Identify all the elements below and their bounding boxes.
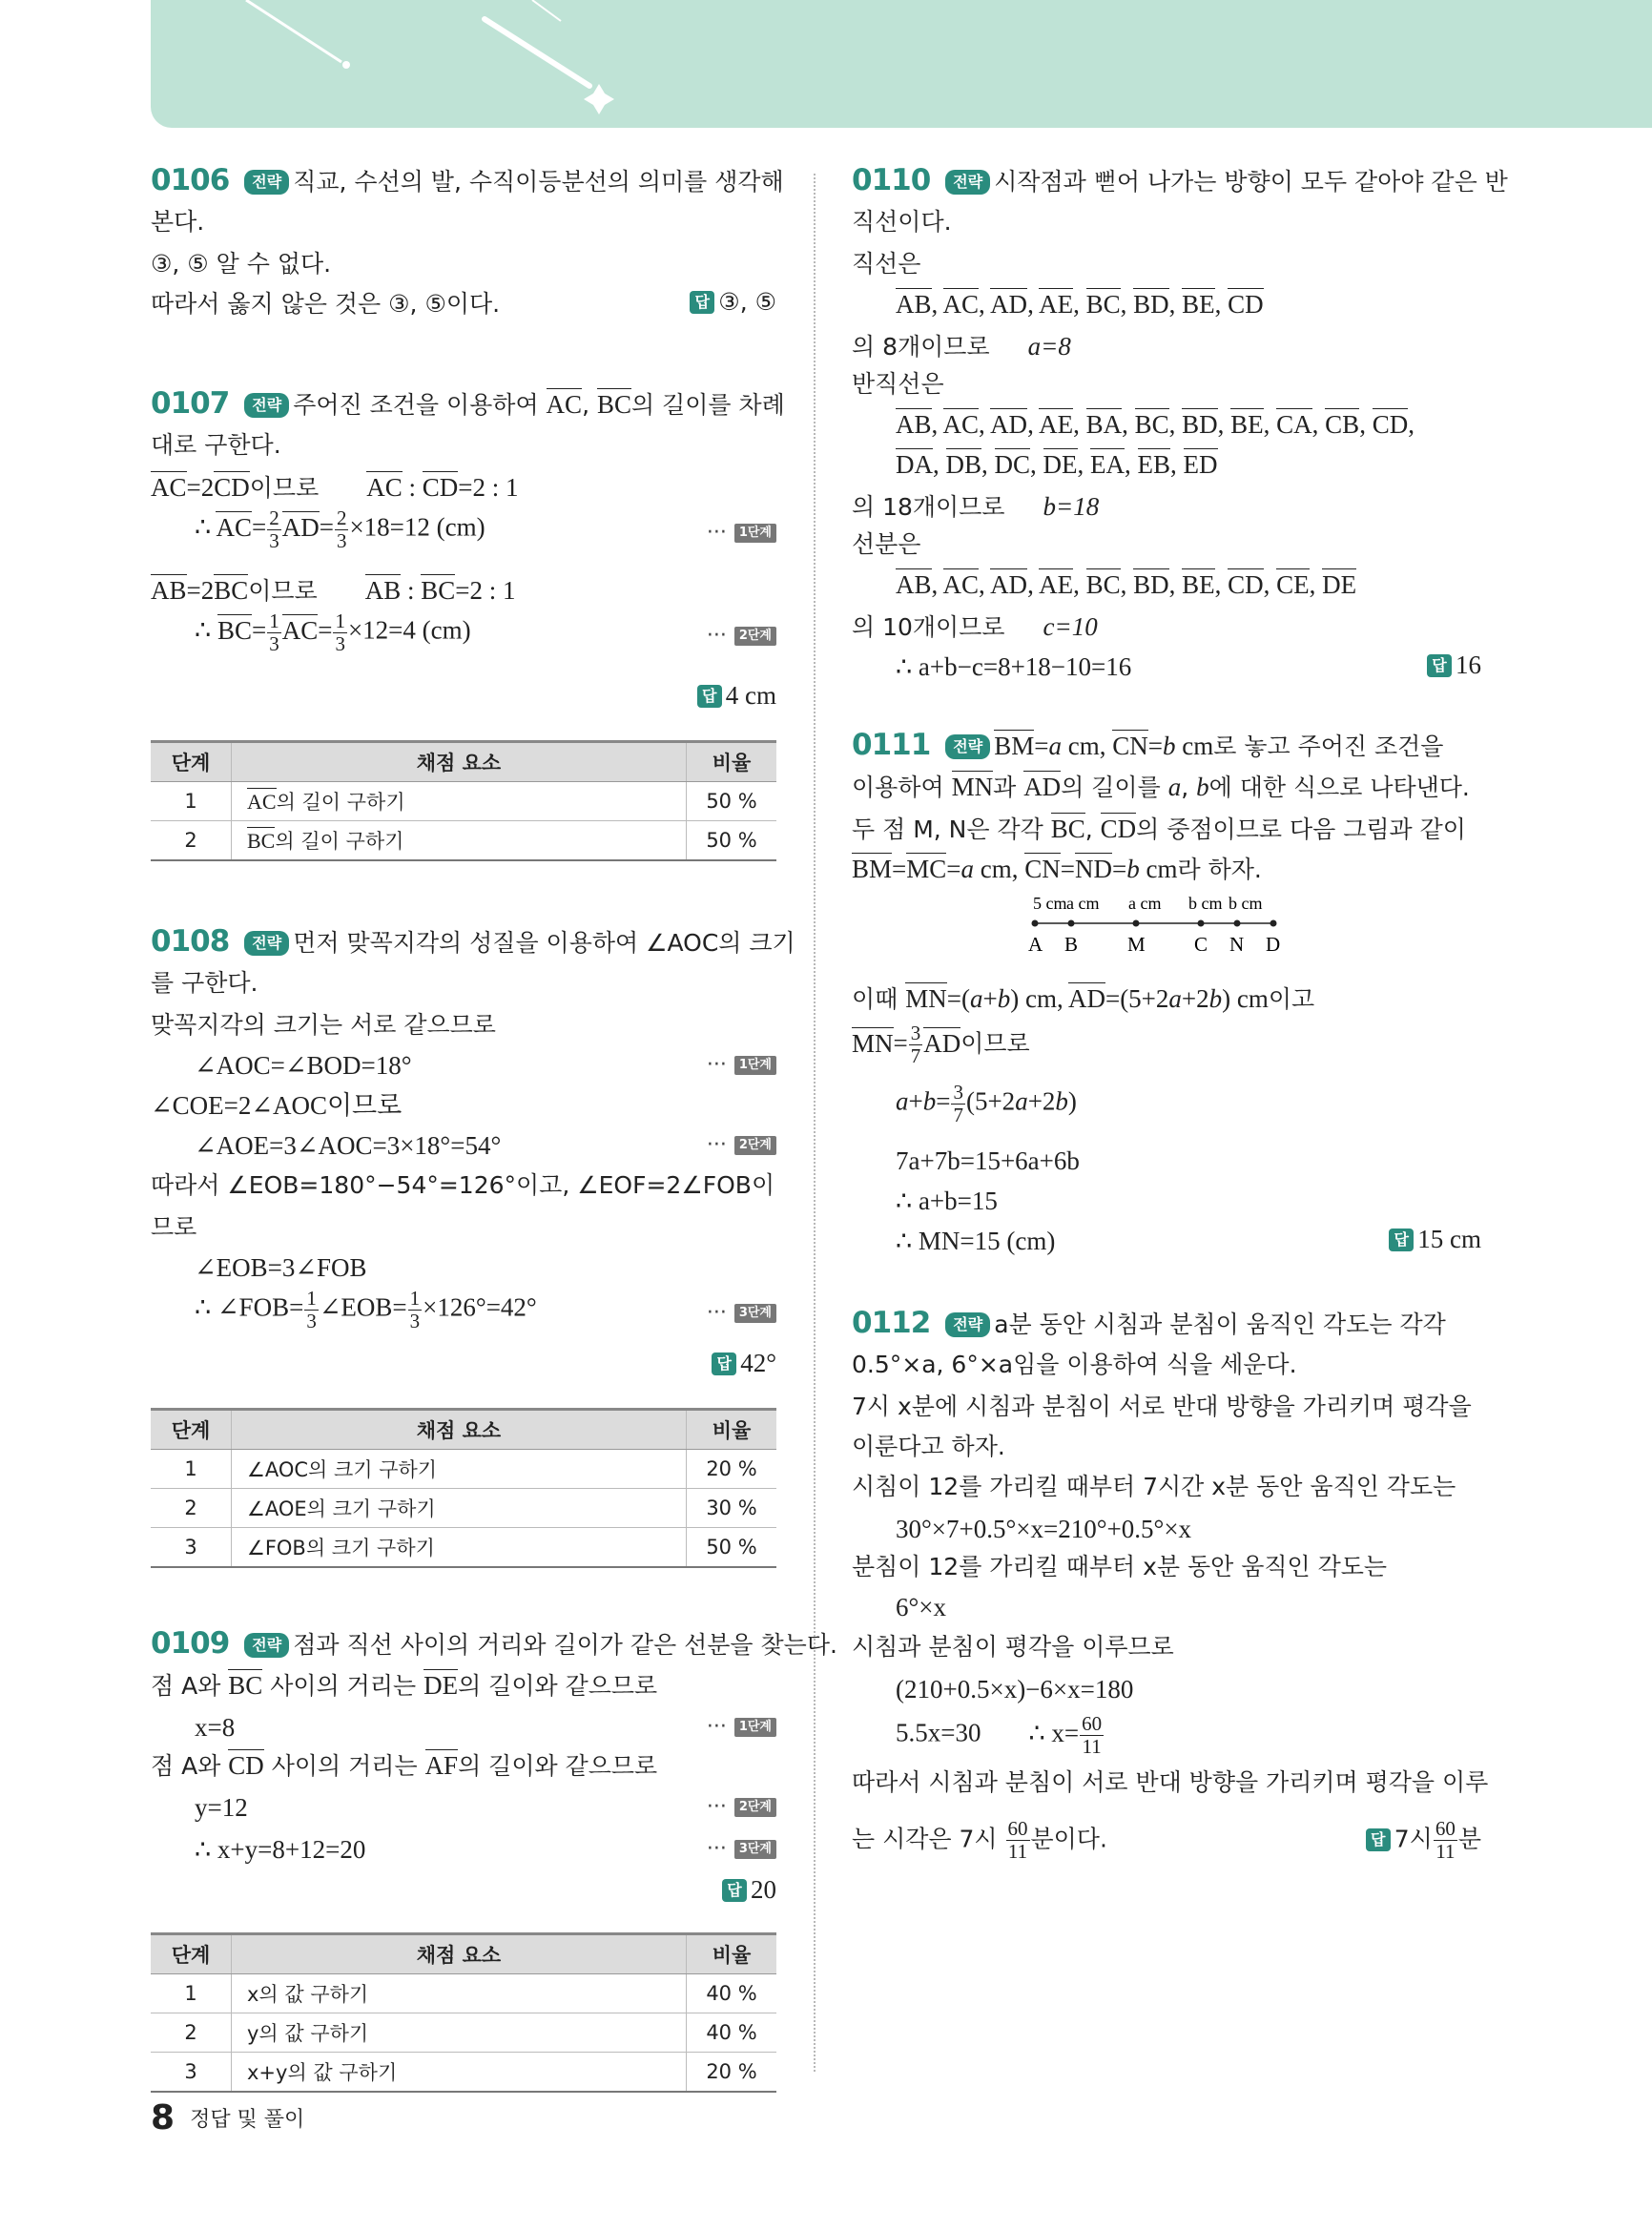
table-cell [232,782,687,821]
problem-0106-header [151,164,784,198]
fraction-numerator: 60 [1082,1712,1103,1735]
count-line [852,610,1098,644]
equation: ∴ MN=15 (cm) [896,1227,1056,1255]
table-header: 단계 [151,742,232,782]
table-cell: 40 % [687,2013,777,2053]
point-label: M [1127,933,1146,956]
table-cell: 50 % [687,782,777,821]
segment: CE [1276,570,1310,599]
segment: BC [1085,570,1121,599]
table-cell: 2 [151,2013,232,2053]
line-ae: AE [1039,290,1074,319]
table-row [151,1450,776,1489]
table-cell: 50 % [687,1528,777,1568]
table-row [151,782,776,821]
answer-value: 15 cm [1417,1225,1481,1253]
answer-badge: 답 [1389,1229,1414,1251]
comma: , [582,391,597,419]
step-dots: ··· [706,1715,727,1739]
problem-0107-header [151,387,785,422]
table-cell: 3 [151,2053,232,2093]
segment: DE [1322,570,1357,599]
ray: CA [1276,410,1312,439]
segment-bc: BC [596,390,631,419]
table-cell: 2 [151,1489,232,1528]
fraction-denominator: 11 [1082,1735,1102,1758]
table-cell: 1 [151,1450,232,1489]
ray: EB [1137,450,1171,479]
solution-line: 므로 [151,1213,197,1241]
ray: DE [1043,450,1078,479]
ray: AC [942,410,980,439]
lines-list: AB, AC, AD, AE, BC, BD, BE, CD [896,290,1264,319]
segment: BE [1182,570,1215,599]
equation: 30°×7+0.5°×x=210°+0.5°×x [896,1515,1192,1543]
strategy-tag: 전략 [945,170,990,195]
solution-line [852,1818,1107,1863]
header-banner [151,0,1652,128]
point-label: N [1229,933,1245,956]
problem-number: 0106 [151,163,230,197]
answer-value: 4 cm [725,681,776,710]
step-marker-1 [707,521,776,545]
equation: ∴ x+y=8+12=20 [195,1835,366,1864]
strategy-text-cont: 0.5°×a, 6°×a임을 이용하여 식을 세운다. [852,1351,1297,1378]
ray: AE [1039,410,1074,439]
segment: AB [896,570,932,599]
answer [712,1349,776,1378]
table-cell: 40 % [687,1974,777,2013]
footer-title: 정답 및 풀이 [190,2108,305,2132]
answer-value: 7시 [1394,1825,1433,1853]
table-cell: y의 값 구하기 [232,2013,687,2053]
answer [690,288,776,316]
diagram-label-top: a cm [1128,894,1162,913]
rays-list-1: AB, AC, AD, AE, BA, BC, BD, BE, CA, CB, CD, [896,410,1415,439]
table-header: 채점 요소 [232,1934,687,1974]
equation: x=8 [195,1713,236,1742]
fraction-denominator: 11 [1435,1840,1456,1863]
line-bc: BC [1085,290,1121,319]
diagram-label-top: a cm [1066,894,1100,913]
strategy-text-cont: 를 구한다. [151,969,258,997]
answer-badge: 답 [1366,1828,1391,1851]
point-label: A [1028,933,1043,956]
solution-line: 따라서 시침과 분침이 서로 반대 방향을 가리키며 평각을 이루 [852,1768,1489,1796]
equation-part: ∴ x= [1028,1718,1080,1747]
solution-line: 반직선은 [852,370,944,398]
solution-line: 시침과 분침이 평각을 이루므로 [852,1633,1174,1661]
step-label: 1단계 [734,524,776,543]
count-text: 의 18개이므로 [852,493,1005,521]
table-cell: ∠FOB의 크기 구하기 [232,1528,687,1568]
ray: AB [896,410,932,439]
answer [1389,1225,1481,1254]
answer-value: ③, ⑤ [718,288,776,316]
table-cell: ∠AOE의 크기 구하기 [232,1489,687,1528]
segment: AD [990,570,1028,599]
solution-line: 선분은 [852,530,921,558]
step-label: 3단계 [734,1304,776,1323]
ray: BC [1134,410,1169,439]
ray: ED [1183,450,1218,479]
problem-number: 0111 [852,728,931,762]
problem-0111-header: 0111 전략 BM=a cm, CN=b cm로 놓고 주어진 조건을 [852,728,1444,762]
solution-line: 이룬다고 하자. [852,1433,1005,1460]
step-dots: ··· [706,1795,727,1819]
table-row [151,1489,776,1528]
solution-line: 점 A와 CD 사이의 거리는 AF의 길이와 같으므로 [151,1751,658,1780]
text-part: 는 시각은 7시 [852,1825,1005,1853]
problem-0112-header [852,1307,1446,1341]
page-number: 8 [151,2098,176,2137]
equation: 7a+7b=15+6a+6b [896,1146,1080,1175]
solution-line: 분침이 12를 가리킬 때부터 x분 동안 움직인 각도는 [852,1553,1388,1580]
table-cell: ∠AOC의 크기 구하기 [232,1450,687,1489]
segment-diagram [1014,892,1300,959]
fraction-denominator: 11 [1007,1840,1028,1863]
solution-line: 두 점 M, N은 각각 BC, CD의 중점이므로 다음 그림과 같이 [852,815,1466,843]
step-dots: ··· [706,1133,727,1157]
answer-value: 분 [1457,1825,1481,1853]
table-cell: x의 값 구하기 [232,1974,687,2013]
equation: y=12 [195,1793,248,1822]
segment: AC [942,570,980,599]
strategy-tag: 전략 [244,931,289,956]
step-label: 2단계 [734,1136,776,1155]
point-label: C [1194,933,1208,956]
cell-text: 의 길이 구하기 [276,791,405,814]
table-row [151,2013,776,2053]
count-text: 의 10개이므로 [852,613,1005,641]
solution-line: 따라서 ∠EOB=180°−54°=126°이고, ∠EOF=2∠FOB이 [151,1171,775,1199]
segment: AE [1039,570,1074,599]
equation: ∠AOE=3∠AOC=3×18°=54° [195,1131,502,1160]
step-marker-2 [707,1795,776,1819]
line-ad: AD [990,290,1028,319]
step-marker-2 [707,624,776,648]
segment-ac: AC [546,390,583,419]
solution-line: 직선은 [852,250,921,278]
table-cell: x+y의 값 구하기 [232,2053,687,2093]
step-label: 1단계 [734,1056,776,1075]
ray: DA [896,450,933,479]
column-divider [814,174,816,2072]
problem-0108-header [151,925,795,960]
segment: BD [1133,570,1169,599]
ray: BD [1182,410,1218,439]
table-row [151,2053,776,2093]
step-dots: ··· [706,1301,727,1325]
point-n [1234,920,1241,927]
step-label: 1단계 [734,1718,776,1737]
equation: c=10 [1043,612,1098,641]
point-m [1133,920,1140,927]
step-label: 2단계 [734,627,776,646]
table-row [151,1528,776,1568]
answer-badge: 답 [1427,654,1452,677]
ray: BA [1085,410,1123,439]
solution-line: 따라서 옳지 않은 것은 ③, ⑤이다. [151,290,501,318]
answer-value: 20 [751,1875,776,1904]
page-footer [151,2098,304,2137]
table-cell: 20 % [687,1450,777,1489]
table-cell: 2 [151,821,232,861]
fraction-numerator: 60 [1007,1817,1028,1840]
table-header: 채점 요소 [232,742,687,782]
equation: ∴ a+b−c=8+18−10=16 [896,652,1132,681]
fraction-numerator: 60 [1435,1817,1456,1840]
equation: ∠EOB=3∠FOB [195,1253,367,1282]
step-marker-3 [707,1837,776,1861]
strategy-text: 점과 직선 사이의 거리와 길이가 같은 선분을 찾는다. [293,1631,837,1659]
equation: a+b= $\frac{3}{7}$ (5+2a+2b) [896,1081,1077,1126]
solution-line: MN= $\frac{3}{7}$ AD이므로 [852,1022,1030,1067]
equation-ac-2cd: AC=2CD이므로 AC : CD=2 : 1 [151,473,519,502]
segment-label: BC [247,829,276,853]
strategy-text-cont: 대로 구한다. [151,431,281,459]
table-row [151,821,776,861]
line-be: BE [1182,290,1215,319]
equation: (210+0.5×x)−6×x=180 [896,1675,1134,1703]
equation: ∠COE=2∠AOC이므로 [151,1091,403,1120]
diagram-label-top: b cm [1188,894,1223,913]
text-part: 분이다. [1030,1825,1107,1853]
problem-0109-header [151,1627,837,1662]
strategy-text: 의 길이를 차례 [631,391,785,419]
strategy-text: a분 동안 시침과 분침이 움직인 각도는 각각 [994,1311,1446,1338]
solution-line: ③, ⑤ 알 수 없다. [151,250,332,278]
point-d [1270,920,1277,927]
strategy-text: 직교, 수선의 발, 수직이등분선의 의미를 생각해 [293,168,784,196]
step-dots: ··· [706,624,727,648]
ray: EA [1090,450,1125,479]
table-header: 채점 요소 [232,1410,687,1450]
table-header: 비율 [687,1410,777,1450]
problem-number: 0112 [852,1306,931,1340]
table-header: 비율 [687,742,777,782]
diagram-label-top: b cm [1229,894,1263,913]
equation-ab: a+b=15 [918,1187,998,1215]
table-cell: 50 % [687,821,777,861]
point-label: D [1266,933,1281,956]
strategy-text: 먼저 맞꼭지각의 성질을 이용하여 ∠AOC의 크기 [293,929,795,957]
line-ab: AB [896,290,932,319]
equation: ∴ a+b=15 [896,1187,998,1215]
line-ac: AC [942,290,980,319]
strategy-tag: 전략 [244,393,289,418]
shooting-star-decoration [151,0,1652,128]
segment-label: AC [247,790,277,814]
equation [896,1713,1105,1758]
equation: 6°×x [896,1593,947,1621]
table-cell: 20 % [687,2053,777,2093]
equation: a=8 [1027,332,1071,361]
step-dots: ··· [706,521,727,545]
table-cell [232,821,687,861]
equation-part: 5.5x=30 [896,1718,981,1747]
ray: AD [990,410,1028,439]
table-header: 비율 [687,1934,777,1974]
step-label: 2단계 [734,1798,776,1817]
problem-number: 0110 [852,163,931,197]
strategy-text-cont: 본다. [151,208,205,236]
point-c [1198,920,1205,927]
count-line [852,330,1071,363]
table-cell: 30 % [687,1489,777,1528]
table-header: 단계 [151,1410,232,1450]
equation-ab-2bc: AB=2BC이므로 AB : BC=2 : 1 [151,576,516,605]
solution-line: BM=MC=a cm, CN=ND=b cm라 하자. [852,855,1262,883]
table-cell: 1 [151,1974,232,2013]
diagram-label-top: 5 cm [1033,894,1067,913]
strategy-text: 주어진 조건을 이용하여 [293,391,547,419]
segments-list: AB, AC, AD, AE, BC, BD, BE, CD, CE, DE [896,570,1357,599]
table-header: 단계 [151,1934,232,1974]
step-marker-1 [707,1053,776,1077]
solution-line: 점 A와 BC 사이의 거리는 DE의 길이와 같으므로 [151,1671,658,1700]
equation: b=18 [1043,492,1100,521]
answer-badge: 답 [690,291,714,314]
ray: BE [1230,410,1264,439]
equation-fob: ∴ ∠FOB= $\frac{1}{3}$ ∠EOB= $\frac{1}{3}$ ×126°=42° [195,1287,537,1332]
solution-line: 시침이 12를 가리킬 때부터 7시간 x분 동안 움직인 각도는 [852,1473,1456,1500]
table-cell: 1 [151,782,232,821]
count-line [852,490,1099,524]
line-cd: CD [1228,290,1264,319]
answer-value: 42° [740,1349,776,1377]
solution-line: 7시 x분에 시침과 분침이 서로 반대 방향을 가리키며 평각을 [852,1393,1472,1420]
ray: DC [994,450,1031,479]
strategy-tag: 전략 [244,1633,289,1658]
strategy-text-cont: 이용하여 MN과 AD의 길이를 a, b에 대한 식으로 나타낸다. [852,773,1470,801]
line-bd: BD [1133,290,1169,319]
ray: CB [1325,410,1360,439]
problem-0110-header [852,164,1508,198]
strategy-tag: 전략 [244,170,289,195]
point-label: B [1064,933,1079,956]
table-cell: 3 [151,1528,232,1568]
step-label: 3단계 [734,1840,776,1859]
solution-line: 이때 MN=(a+b) cm, AD=(5+2a+2b) cm이고 [852,984,1315,1013]
strategy-text-cont: 직선이다. [852,208,952,236]
point-a [1032,920,1039,927]
problem-number: 0109 [151,1626,230,1661]
scoring-table-0109 [151,1932,776,2093]
segment: CD [1228,570,1264,599]
answer [1427,650,1481,680]
scoring-table-0108 [151,1408,776,1568]
problem-number: 0108 [151,924,230,959]
step-marker-3 [707,1301,776,1325]
strategy-tag: 전략 [945,1312,990,1337]
answer-badge: 답 [722,1879,747,1902]
solution-line: 맞꼭지각의 크기는 서로 같으므로 [151,1011,496,1039]
answer-value: 16 [1456,650,1481,679]
scoring-table-0107 [151,740,776,861]
equation-bc-value: ∴ BC= $\frac{1}{3}$ AC= $\frac{1}{3}$ ×12=4 (cm) [195,609,471,655]
ray: CD [1372,410,1409,439]
problem-number: 0107 [151,386,230,421]
rays-list-2: DA, DB, DC, DE, EA, EB, ED [896,450,1218,479]
step-marker-2 [707,1133,776,1157]
answer-badge: 답 [697,685,722,708]
answer [1366,1818,1481,1863]
ray: DB [945,450,982,479]
table-row [151,1974,776,2013]
strategy-text: 시작점과 뻗어 나가는 방향이 모두 같아야 같은 반 [994,168,1508,196]
strategy-tag: 전략 [945,734,990,759]
point-b [1068,920,1075,927]
step-marker-1 [707,1715,776,1739]
equation-ac-value: ∴ AC= $\frac{2}{3}$ AD= $\frac{2}{3}$ ×18=12 (cm) [195,506,485,552]
answer [697,681,776,711]
equation: ∠AOC=∠BOD=18° [195,1051,412,1080]
answer [722,1875,776,1905]
step-dots: ··· [706,1837,727,1861]
step-dots: ··· [706,1053,727,1077]
answer-badge: 답 [712,1352,736,1375]
count-text: 의 8개이므로 [852,333,990,361]
cell-text: 의 길이 구하기 [275,830,404,853]
